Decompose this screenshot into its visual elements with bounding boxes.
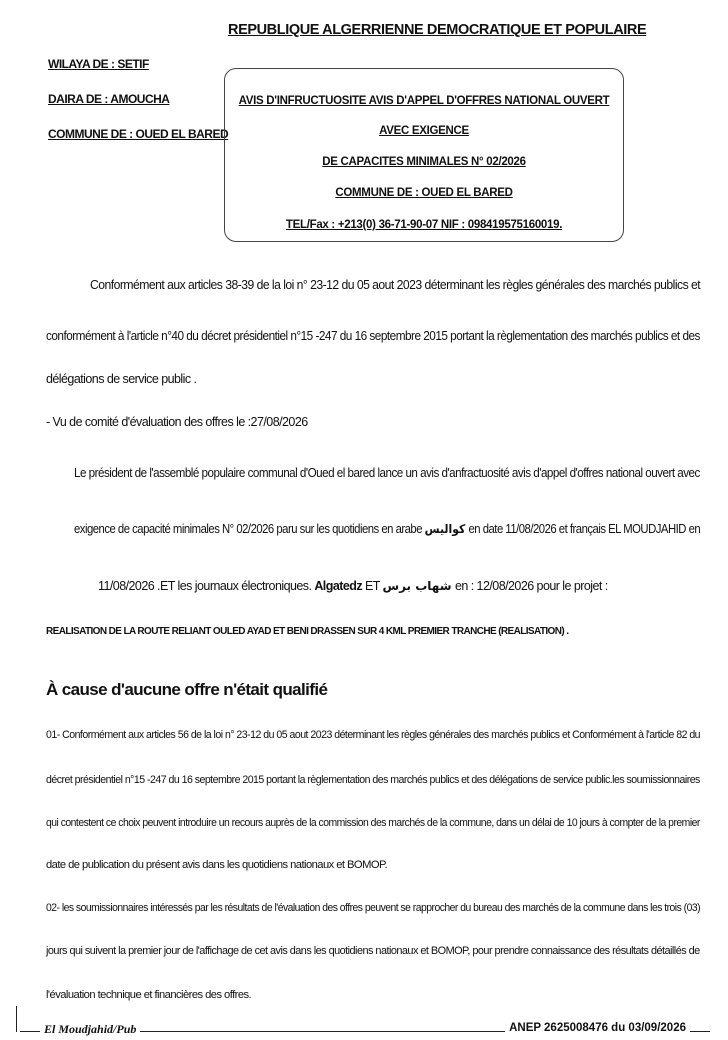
president-line-3 (98, 580, 608, 593)
arabic-newspaper-name: كواليس (424, 522, 466, 536)
evaluation-date-line: - Vu de comité d'évaluation des offres le :27/08/2026 (46, 415, 308, 429)
anep-reference: ANEP 2625008476 du 03/09/2026 (505, 1022, 690, 1034)
avis-title-line-2: AVEC EXIGENCE (379, 125, 469, 137)
president-line-2-end: en date 11/08/2026 et français EL MOUDJAHID en (465, 522, 701, 536)
president-line-3-start: 11/08/2026 .ET les journaux électroniques. (98, 579, 315, 593)
avis-title-box (224, 68, 624, 242)
algatedz-name: Algatedz (314, 579, 363, 593)
point-2-line-2: jours qui suivent la premier jour de l'affichage de cet avis dans les quotidiens nationaux et BOMOP, pour prendre connaissance des résultats détaillés de (46, 945, 700, 957)
cause-heading: À cause d'aucune offre n'était qualifié (46, 680, 328, 699)
intro-line-2: conformément à l'article n°40 du décret présidentiel n°15 -247 du 16 septembre 2015 portant la règlementation des marchés publics et des (46, 329, 700, 343)
commune-label: COMMUNE DE : OUED EL BARED (48, 127, 229, 141)
point-2-line-1: 02- les soumissionnaires intéressés par les résultats de l'évaluation des offres peuvent se rapprocher du bureau des marchés de la commune dans les trois (03) (46, 902, 701, 914)
president-line-3-et: ET (362, 579, 383, 593)
point-1-line-2: décret présidentiel n°15 -247 du 16 septembre 2015 portant la règlementation des marchés publics et des délégations de service public.les soumissionnaires (46, 774, 700, 786)
point-2-line-3: l'évaluation technique et financières des offres. (46, 989, 252, 1001)
avis-title-line-4: COMMUNE DE : OUED EL BARED (335, 187, 513, 199)
intro-line-1: Conformément aux articles 38-39 de la loi n° 23-12 du 05 aout 2023 déterminant les règles générales des marchés publics et (90, 278, 701, 292)
avis-contact-line: TEL/Fax : +213(0) 36-71-90-07 NIF : 098419575160019. (285, 219, 563, 231)
avis-title-line-1: AVIS D'INFRUCTUOSITE AVIS D'APPEL D'OFFRES NATIONAL OUVERT (238, 95, 610, 107)
president-line-2 (74, 523, 700, 536)
intro-line-3: délégations de service public . (46, 372, 197, 386)
daira-label: DAIRA DE : AMOUCHA (48, 92, 170, 106)
footer-left-edge (16, 1006, 17, 1032)
wilaya-label: WILAYA DE : SETIF (48, 57, 149, 71)
president-line-3-end: en : 12/08/2026 pour le projet : (451, 579, 608, 593)
republic-title: REPUBLIQUE ALGERRIENNE DEMOCRATIQUE ET POPULAIRE (228, 22, 647, 38)
arabic-press-name: شهاب برس (382, 579, 452, 593)
point-1-line-1: 01- Conformément aux articles 56 de la loi n° 23-12 du 05 aout 2023 déterminant les règles générales des marchés publics et Conformément à l'article 82 du (46, 729, 701, 741)
project-title: REALISATION DE LA ROUTE RELIANT OULED AYAD ET BENI DRASSEN SUR 4 KML PREMIER TRANCHE (REALISATION) . (46, 626, 569, 637)
point-1-line-4: date de publication du présent avis dans les quotidiens nationaux et BOMOP. (46, 859, 388, 871)
president-line-2-start: exigence de capacité minimales N° 02/2026 paru sur les quotidiens en arabe (74, 522, 425, 536)
publication-source: El Moudjahid/Pub (40, 1022, 140, 1037)
president-line-1: Le président de l'assemblé populaire communal d'Oued el bared lance un avis d'anfractuosité avis d'appel d'offres national ouvert avec (74, 466, 700, 480)
avis-title-line-3: DE CAPACITES MINIMALES N° 02/2026 (322, 156, 526, 168)
point-1-line-3: qui contestent ce choix peuvent introduire un recours auprès de la commission des marchés de la commune, dans un délai de 10 jours à compter de la premier (46, 817, 700, 829)
